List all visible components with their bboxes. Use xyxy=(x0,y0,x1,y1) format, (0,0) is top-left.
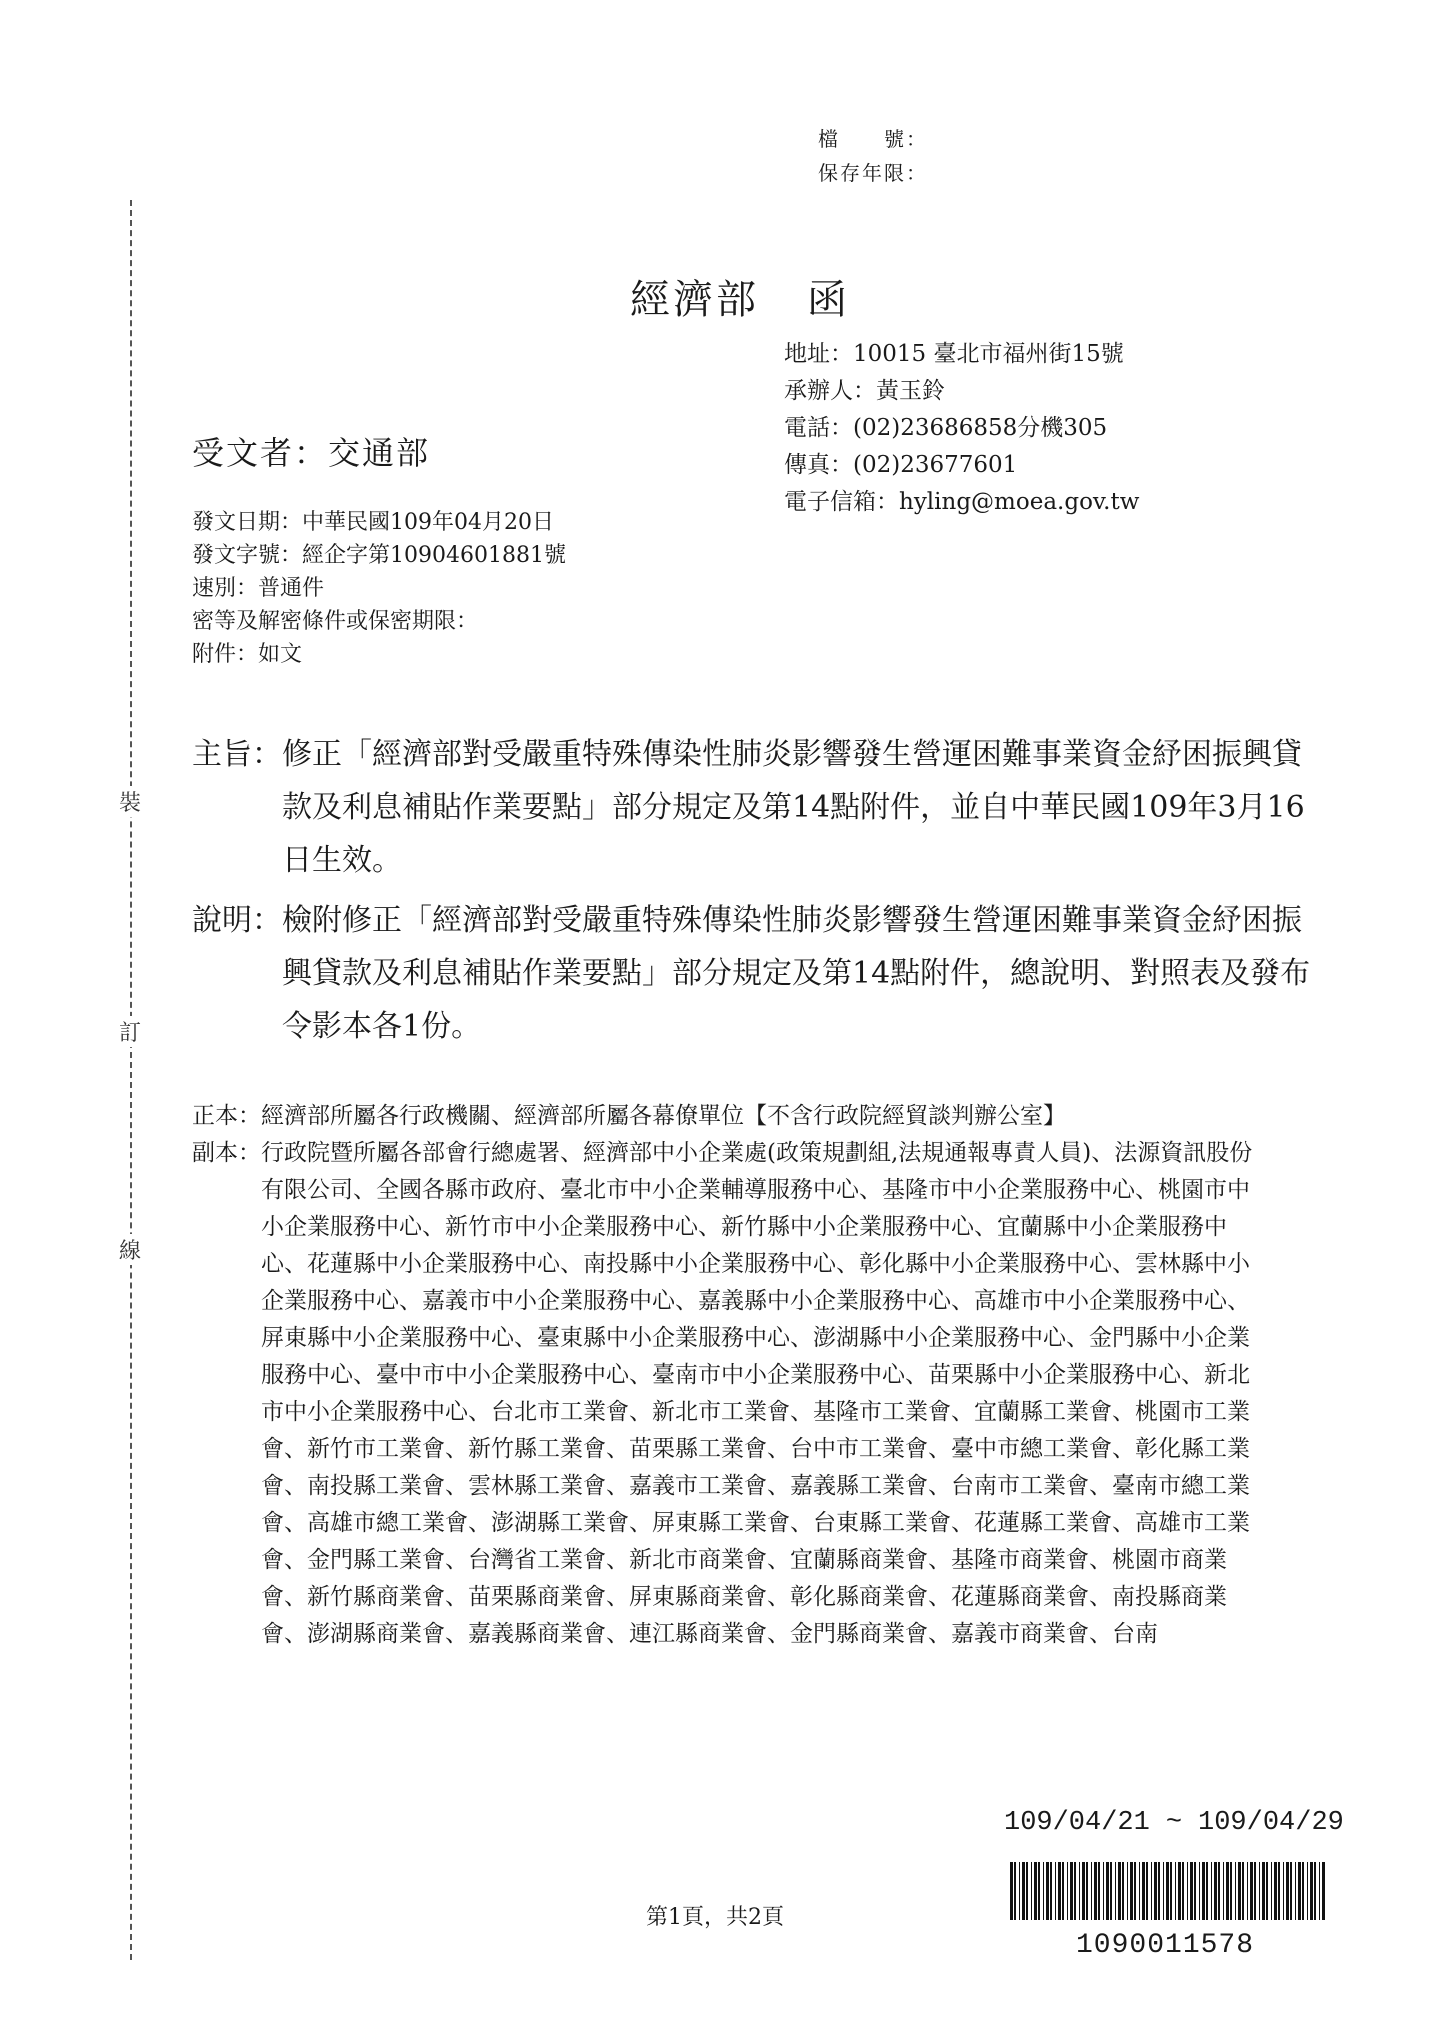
barcode-bar xyxy=(1134,1862,1136,1920)
barcode-bar xyxy=(1223,1862,1224,1920)
barcode-bar xyxy=(1014,1862,1016,1920)
barcode-bar xyxy=(1194,1862,1196,1920)
barcode-bar xyxy=(1211,1862,1212,1920)
barcode-bar xyxy=(1230,1862,1232,1920)
barcode-bar xyxy=(1086,1862,1088,1920)
barcode-bar xyxy=(1118,1862,1121,1920)
barcode-bar xyxy=(1278,1862,1280,1920)
barcode xyxy=(1008,1862,1330,1920)
barcode-bar xyxy=(1139,1862,1140,1920)
sender-address: 地址：10015 臺北市福州街15號 xyxy=(784,341,1124,367)
original-recipients-text: 經濟部所屬各行政機關、經濟部所屬各幕僚單位【不含行政院經貿談判辦公室】 xyxy=(261,1103,1066,1129)
attachment: 附件：如文 xyxy=(192,642,303,667)
barcode-bar xyxy=(1127,1862,1128,1920)
barcode-bar xyxy=(1082,1862,1085,1920)
received-date-range xyxy=(996,1808,1352,1838)
barcode-bar xyxy=(1290,1862,1292,1920)
barcode-bar xyxy=(1295,1862,1296,1920)
barcode-bar xyxy=(1266,1862,1268,1920)
barcode-bar xyxy=(1247,1862,1248,1920)
binding-dashed-line xyxy=(130,200,132,1960)
date-to: 109/04/29 xyxy=(1198,1808,1344,1838)
barcode-bar xyxy=(1199,1862,1200,1920)
subject-label: 主旨： xyxy=(192,737,282,772)
barcode-bar xyxy=(1151,1862,1152,1920)
barcode-bar xyxy=(1074,1862,1076,1920)
barcode-bar xyxy=(1226,1862,1229,1920)
binding-char-3: 線 xyxy=(112,1234,148,1265)
explanation-text: 檢附修正「經濟部對受嚴重特殊傳染性肺炎影響發生營運困難事業資金紓困振興貸款及利息補貼作業要點」部分規定及第14點附件，總說明、對照表及發布令影本各1份。 xyxy=(282,903,1311,1044)
secrecy-level: 密等及解密條件或保密期限： xyxy=(192,609,479,634)
barcode-bar xyxy=(1122,1862,1124,1920)
barcode-bar xyxy=(1058,1862,1061,1920)
barcode-bar xyxy=(1031,1862,1032,1920)
copy-recipients-label: 副本： xyxy=(192,1140,261,1166)
barcode-bar xyxy=(1103,1862,1104,1920)
barcode-bar xyxy=(1050,1862,1052,1920)
barcode-bar xyxy=(1214,1862,1217,1920)
document-title xyxy=(630,268,898,325)
delivery-speed: 速別：普通件 xyxy=(192,576,325,601)
barcode-bar xyxy=(1158,1862,1160,1920)
sender-phone: 電話：(02)23686858分機305 xyxy=(784,415,1108,441)
barcode-bar xyxy=(1166,1862,1169,1920)
barcode-bar xyxy=(1130,1862,1133,1920)
barcode-bar xyxy=(1283,1862,1284,1920)
document-type: 函 xyxy=(807,277,850,323)
barcode-bar xyxy=(1182,1862,1184,1920)
barcode-bar xyxy=(1319,1862,1320,1920)
explanation-section xyxy=(192,894,1312,1053)
barcode-bar xyxy=(1310,1862,1313,1920)
barcode-bar xyxy=(1307,1862,1308,1920)
barcode-bar xyxy=(1242,1862,1244,1920)
barcode-bar xyxy=(1091,1862,1092,1920)
distribution-section xyxy=(192,1098,1272,1653)
date-separator: ~ xyxy=(1165,1808,1183,1838)
barcode-bar xyxy=(1163,1862,1164,1920)
barcode-bar xyxy=(1154,1862,1157,1920)
barcode-bar xyxy=(1094,1862,1097,1920)
barcode-bar xyxy=(1178,1862,1181,1920)
barcode-bar xyxy=(1254,1862,1256,1920)
sender-info xyxy=(784,336,1139,521)
page-number: 第1頁，共2頁 xyxy=(646,1905,784,1930)
barcode-bar xyxy=(1274,1862,1277,1920)
barcode-bar xyxy=(1235,1862,1236,1920)
copy-recipients-text: 行政院暨所屬各部會行總處署、經濟部中小企業處(政策規劃組,法規通報專責人員)、法源資訊股份有限公司、全國各縣市政府、臺北市中小企業輔導服務中心、基隆市中小企業服務中心、桃園市中小企業服務中心、新竹市中小企業服務中心、新竹縣中小企業服務中心、宜蘭縣中小企業服務中心、花蓮縣中小企業服務中心、南投縣中小企業服務中心、彰化縣中小企業服務中心、雲林縣中小企業服務中心、嘉義市中小企業服務中心、嘉義縣中小企業服務中心、高雄市中小企業服務中心、屏東縣中小企業服務中心、臺東縣中小企業服務中心、澎湖縣中小企業服務中心、金門縣中小企業服務中心、臺中市中小企業服務中心、臺南市中小企業服務中心、苗栗縣中小企業服務中心、新北市中小企業服務中心、台北市工業會、新北市工業會、基隆市工業會、宜蘭縣工業會、桃園市工業會、新竹市工業會、新竹縣工業會、苗栗縣工業會、台中市工業會、臺中市總工業會、彰化縣工業會、南投縣工業會、雲林縣工業會、嘉義市工業會、嘉義縣工業會、台南市工業會、臺南市總工業會、高雄市總工業會、澎湖縣工業會、屏東縣工業會、台東縣工業會、花蓮縣工業會、高雄市工業會、金門縣工業會、台灣省工業會、新北市商業會、宜蘭縣商業會、基隆市商業會、桃園市商業會、新竹縣商業會、苗栗縣商業會、屏東縣商業會、彰化縣商業會、花蓮縣商業會、南投縣商業會、澎湖縣商業會、嘉義縣商業會、連江縣商業會、金門縣商業會、嘉義市商業會、台南 xyxy=(261,1140,1253,1647)
barcode-bar xyxy=(1010,1862,1013,1920)
barcode-bar xyxy=(1110,1862,1112,1920)
barcode-bar xyxy=(1026,1862,1028,1920)
barcode-bar xyxy=(1070,1862,1073,1920)
barcode-bar xyxy=(1043,1862,1044,1920)
binding-char-2: 訂 xyxy=(112,1016,148,1047)
sender-email: 電子信箱：hyling@moea.gov.tw xyxy=(784,489,1140,515)
barcode-bar xyxy=(1259,1862,1260,1920)
barcode-bar xyxy=(1106,1862,1109,1920)
barcode-bar xyxy=(1067,1862,1068,1920)
document-number: 發文字號：經企字第10904601881號 xyxy=(192,543,566,568)
original-recipients-label: 正本： xyxy=(192,1103,261,1129)
barcode-bar xyxy=(1055,1862,1056,1920)
barcode-number: 1090011578 xyxy=(1076,1930,1255,1961)
barcode-bar xyxy=(1175,1862,1176,1920)
file-number-label: 檔 號： xyxy=(818,127,928,151)
barcode-bar xyxy=(1206,1862,1208,1920)
barcode-bar xyxy=(1314,1862,1316,1920)
file-info xyxy=(818,122,928,190)
barcode-bar xyxy=(1046,1862,1049,1920)
barcode-bar xyxy=(1062,1862,1064,1920)
binding-char-1: 裝 xyxy=(112,786,148,817)
issuing-organization: 經濟部 xyxy=(630,277,759,323)
barcode-bar xyxy=(1271,1862,1272,1920)
barcode-bar xyxy=(1079,1862,1080,1920)
barcode-bar xyxy=(1262,1862,1265,1920)
subject-text: 修正「經濟部對受嚴重特殊傳染性肺炎影響發生營運困難事業資金紓困振興貸款及利息補貼作業要點」部分規定及第14點附件，並自中華民國109年3月16日生效。 xyxy=(282,737,1305,878)
barcode-bar xyxy=(1146,1862,1148,1920)
issue-date: 發文日期：中華民國109年04月20日 xyxy=(192,510,554,535)
barcode-bar xyxy=(1286,1862,1289,1920)
barcode-bar xyxy=(1302,1862,1304,1920)
barcode-bar xyxy=(1238,1862,1241,1920)
barcode-bar xyxy=(1142,1862,1145,1920)
barcode-bar xyxy=(1098,1862,1100,1920)
retention-period-label: 保存年限： xyxy=(818,161,928,185)
barcode-bar xyxy=(1170,1862,1172,1920)
barcode-bar xyxy=(1038,1862,1040,1920)
barcode-bar xyxy=(1022,1862,1025,1920)
barcode-bar xyxy=(1202,1862,1205,1920)
document-meta xyxy=(192,506,566,671)
barcode-bar xyxy=(1298,1862,1301,1920)
barcode-bar xyxy=(1115,1862,1116,1920)
barcode-bar xyxy=(1322,1862,1325,1920)
sender-handler: 承辦人：黃玉鈴 xyxy=(784,378,945,404)
subject-section xyxy=(192,728,1312,887)
barcode-bar xyxy=(1019,1862,1020,1920)
barcode-bar xyxy=(1190,1862,1193,1920)
recipient: 受文者：交通部 xyxy=(192,434,431,472)
barcode-bar xyxy=(1218,1862,1220,1920)
date-from: 109/04/21 xyxy=(1004,1808,1150,1838)
barcode-bar xyxy=(1250,1862,1253,1920)
sender-fax: 傳真：(02)23677601 xyxy=(784,452,1018,478)
explanation-label: 說明： xyxy=(192,903,282,938)
barcode-bar xyxy=(1034,1862,1037,1920)
barcode-bar xyxy=(1187,1862,1188,1920)
